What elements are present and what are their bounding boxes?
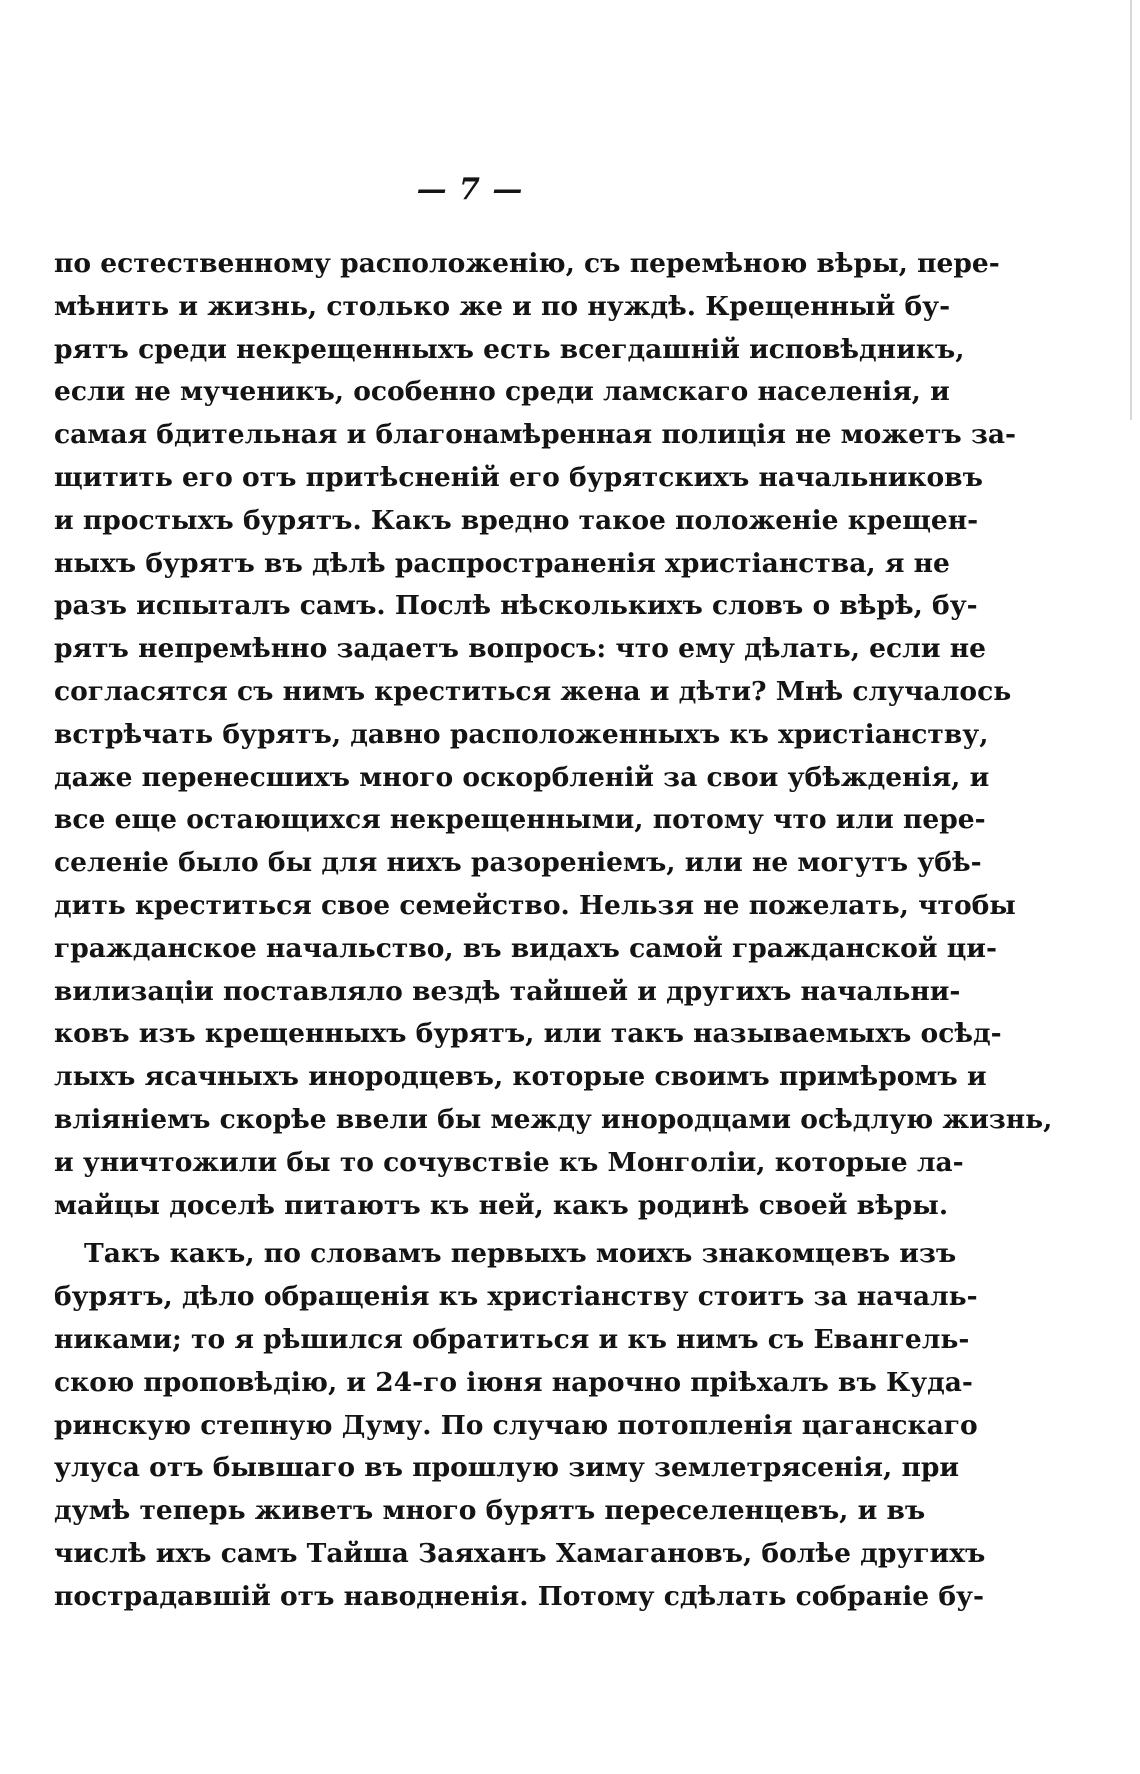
text-line: рятъ среди некрещенныхъ есть всегдашній исповѣдникъ, [54, 333, 965, 365]
text-line: дить креститься свое семейство. Нельзя не пожелать, чтобы [54, 889, 1016, 921]
text-line: вилизаціи поставляло вездѣ тайшей и другихъ начальни- [54, 975, 961, 1007]
text-line: и уничтожили бы то сочувствіе къ Монголіи, которые ла- [54, 1146, 964, 1178]
text-line: согласятся съ нимъ креститься жена и дѣти? Мнѣ случалось [54, 675, 1012, 707]
text-line: и простыхъ бурятъ. Какъ вредно такое положеніе крещен- [54, 504, 979, 536]
text-line: разъ испыталъ самъ. Послѣ нѣсколькихъ словъ о вѣрѣ, бу- [54, 590, 978, 622]
text-line: бурятъ, дѣло обращенія къ христіанству стоитъ за началь- [54, 1281, 978, 1313]
text-line: майцы доселѣ питаютъ къ ней, какъ родинѣ своей вѣры. [54, 1189, 949, 1221]
text-line: лыхъ ясачныхъ инородцевъ, которые своимъ примѣромъ и [54, 1061, 987, 1093]
text-line: самая бдительная и благонамѣренная полиція не можетъ за- [54, 419, 1017, 451]
page-number: — 7 — [416, 172, 524, 207]
text-line: селеніе было бы для нихъ разореніемъ, или не могутъ убѣ- [54, 847, 982, 879]
text-line: гражданское начальство, въ видахъ самой гражданской ци- [54, 932, 997, 964]
text-line: улуса отъ бывшаго въ прошлую зиму землетрясенія, при [54, 1452, 960, 1484]
paragraph-1 [54, 243, 1053, 1227]
text-line: щитить его отъ притѣсненій его бурятскихъ начальниковъ [54, 461, 983, 493]
text-line: ковъ изъ крещенныхъ бурятъ, или такъ называемыхъ осѣд- [54, 1018, 1002, 1050]
text-line: ринскую степную Думу. По случаю потопленія цаганскаго [54, 1409, 978, 1441]
text-line: скою проповѣдію, и 24-го іюня нарочно пріѣхалъ въ Куда- [54, 1366, 973, 1398]
text-line: по естественному расположенію, съ перемѣною вѣры, пере- [54, 248, 1000, 279]
text-line: пострадавшій отъ наводненія. Потому сдѣлать собраніе бу- [54, 1580, 985, 1612]
text-line: если не мученикъ, особенно среди ламскаго населенія, и [54, 376, 950, 408]
body-text [54, 243, 1053, 1619]
text-line: даже перенесшихъ много оскорбленій за свои убѣжденія, и [54, 761, 990, 793]
text-line: мѣнить и жизнь, столько же и по нуждѣ. Крещенный бу- [54, 290, 951, 322]
text-line: рятъ непремѣнно задаетъ вопросъ: что ему дѣлать, если не [54, 633, 986, 665]
text-line: ныхъ бурятъ въ дѣлѣ распространенія христіанства, я не [54, 547, 950, 579]
text-line: Такъ какъ, по словамъ первыхъ моихъ знакомцевъ изъ [84, 1238, 957, 1270]
text-line: числѣ ихъ самъ Тайша Заяханъ Хамагановъ, болѣе другихъ [54, 1537, 986, 1569]
paragraph-2 [54, 1233, 986, 1618]
text-line: думѣ теперь живетъ много бурятъ переселенцевъ, и въ [54, 1495, 926, 1527]
text-line: никами; то я рѣшился обратиться и къ нимъ съ Евангель- [54, 1323, 970, 1355]
text-line: вліяніемъ скорѣе ввели бы между инородцами осѣдлую жизнь, [54, 1103, 1053, 1135]
page-edge-line [1130, 0, 1132, 420]
text-line: все еще остающихся некрещенными, потому что или пере- [54, 804, 986, 836]
text-line: встрѣчать бурятъ, давно расположенныхъ къ христіанству, [54, 718, 989, 750]
